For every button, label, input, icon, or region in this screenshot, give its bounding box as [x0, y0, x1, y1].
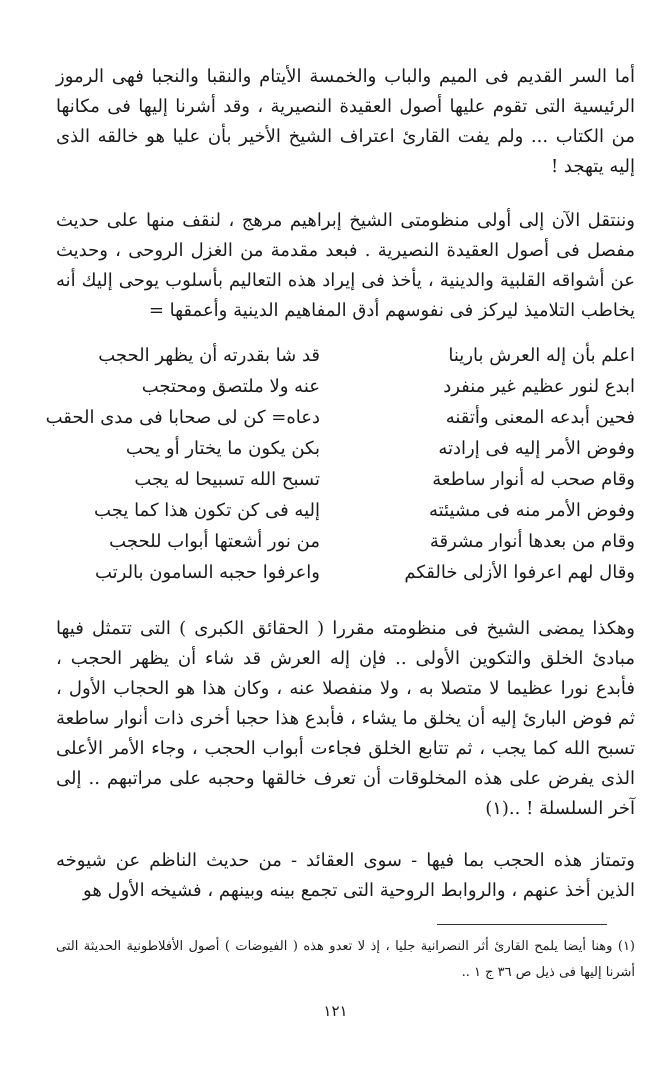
paragraph-intro: أما السر القديم فى الميم والباب والخمسة الأيتام والنقبا والنجبا فهى الرموز الرئيسية التى تقوم عليها أصول العقيدة النصيرية ، وقد أشرنا إليها فى مكانها من الكتاب ... ولم يفت القارئ اعتراف الشيخ الأخير بأن عليا هو خالقه الذى إليه يتهجد !	[56, 66, 635, 177]
verse-first-hemistich: وقام من بعدها أنوار مشرقة	[429, 531, 635, 552]
page-number: ١٢١	[323, 1002, 348, 1020]
verse-second-hemistich: عنه ولا ملتصق ومحتجب	[141, 376, 320, 397]
verse-first-hemistich: وقام صحب له أنوار ساطعة	[432, 469, 635, 490]
poem-verse	[56, 557, 635, 588]
verse-first-hemistich: وفوض الأمر إليه فى إرادته	[438, 438, 635, 459]
verse-second-hemistich: بكن يكون ما يختار أو يحب	[125, 438, 320, 459]
poem-verse	[56, 464, 635, 495]
verse-first-hemistich: ابدع لنور عظيم غير منفرد	[443, 376, 635, 397]
paragraph-commentary: وهكذا يمضى الشيخ فى منظومته مقررا ( الحقائق الكبرى ) التى تتمثل فيها مبادئ الخلق والتكوين الأولى .. فإن إله العرش قد شاء أن يظهر الحجب ، فأبدع نورا عظيما لا متصلا به ، ولا منفصلا عنه ، وكان هذا هو الحجاب الأول ، ثم فوض البارئ إليه أن يخلق ما يشاء ، فأبدع هذا حجبا أخرى ذات أنوار ساطعة تسبح الله كما يجب ، ثم تتابع الخلق فجاءت أبواب الحجب ، وجاء الأمر الأعلى الذى يفرض على هذه المخلوقات أن تعرف خالقها وحجبه على مراتبهم .. إلى آخر السلسلة ! ..(١)	[56, 618, 635, 819]
verse-second-hemistich: قد شا بقدرته أن يظهر الحجب	[98, 345, 320, 366]
paragraph-transition: وننتقل الآن إلى أولى منظومتى الشيخ إبراهيم مرهج ، لنقف منها على حديث مفصل فى أصول العقيدة النصيرية . فبعد مقدمة من الغزل الروحى ، وحديث عن أشواقه القلبية والدينية ، يأخذ فى إيراد هذه التعاليم بأسلوب يوحى إليك أنه يخاطب التلاميذ ليركز فى نفوسهم أدق المفاهيم الدينية وأعمقها =	[56, 210, 636, 321]
verse-second-hemistich: تسبح الله تسبيحا له يجب	[134, 469, 320, 490]
paragraph-teachers: وتمتاز هذه الحجب بما فيها - سوى العقائد - من حديث الناظم عن شيوخه الذين أخذ عنهم ، والروابط الروحية التى تجمع بينه وبينهم ، فشيخه الأول هو	[56, 850, 635, 901]
poem	[45, 340, 635, 588]
poem-verse	[56, 433, 635, 464]
verse-first-hemistich: وقال لهم اعرفوا الأزلى خالقكم	[404, 562, 635, 583]
verse-second-hemistich: إليه فى كن تكون هذا كما يجب	[94, 500, 320, 521]
footnote: (١) وهنا أيضا يلمح القارئ أثر النصرانية جليا ، إذ لا تعدو هذه ( الفيوضات ) أصول الأفلاطونية الحديثة التى أشرنا إليها فى ذيل ص ٣٦ ج ١ ..	[56, 939, 635, 980]
footnote-divider	[437, 924, 607, 925]
poem-verse	[56, 371, 635, 402]
poem-verse	[45, 402, 635, 433]
verse-first-hemistich: وفوض الأمر منه فى مشيئته	[428, 500, 635, 521]
poem-verse	[56, 526, 635, 557]
verse-second-hemistich: دعاه= كن لى صحابا فى مدى الحقب	[45, 407, 320, 428]
verse-first-hemistich: اعلم بأن إله العرش بارينا	[448, 345, 635, 366]
verse-second-hemistich: واعرفوا حجبه السامون بالرتب	[94, 562, 320, 583]
poem-verse	[56, 495, 635, 526]
poem-verse	[56, 340, 635, 371]
verse-second-hemistich: من نور أشعتها أبواب للحجب	[109, 531, 320, 552]
verse-first-hemistich: فحين أبدعه المعنى وأتقنه	[445, 407, 635, 428]
